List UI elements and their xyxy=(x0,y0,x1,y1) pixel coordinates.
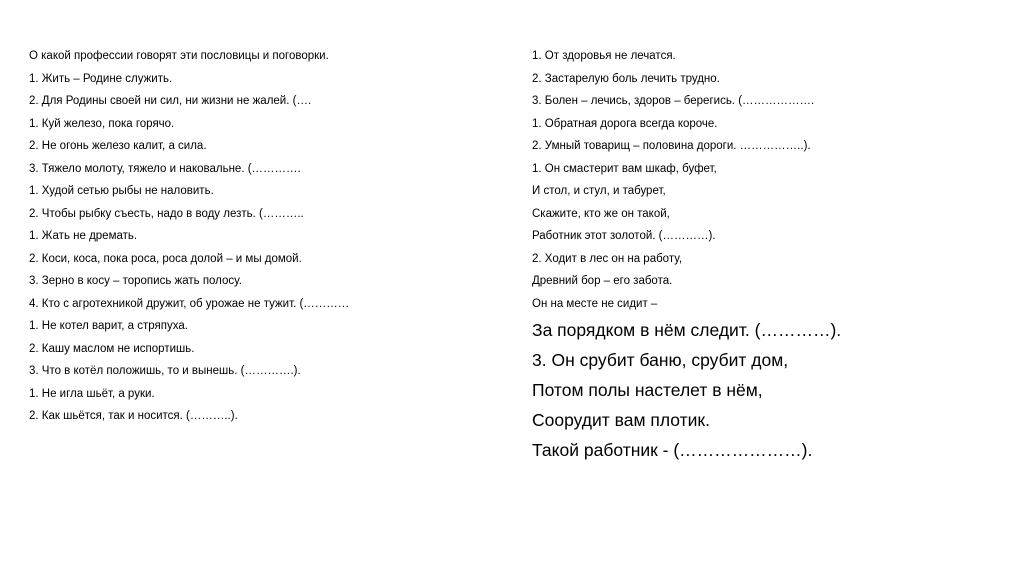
riddle-line-large: 3. Он срубит баню, срубит дом, xyxy=(532,350,789,370)
proverb-line: 3. Зерно в косу – торопись жать полосу. xyxy=(29,275,242,287)
proverb-line: 1. Не игла шьёт, а руки. xyxy=(29,387,155,400)
proverb-line: 1. Куй железо, пока горячо. xyxy=(29,117,175,130)
proverb-line: 1. Жить – Родине служить. xyxy=(29,72,173,85)
proverb-line: 2. Как шьётся, так и носится. (………..). xyxy=(29,410,238,422)
proverbs-right-column xyxy=(532,45,1002,465)
riddle-line-large: Такой работник - (…………………). xyxy=(532,440,813,460)
proverb-line: 1. Не котел варит, а стряпуха. xyxy=(29,320,188,332)
proverb-line: 2. Чтобы рыбку съесть, надо в воду лезть. (……….. xyxy=(29,207,304,220)
proverb-line: 1. Обратная дорога всегда короче. xyxy=(532,117,718,130)
proverb-line: 2. Для Родины своей ни сил, ни жизни не жалей. (…. xyxy=(29,95,312,107)
proverbs-left-column xyxy=(29,45,499,428)
riddle-line: Древний бор – его забота. xyxy=(532,275,673,287)
proverb-line: 1. Худой сетью рыбы не наловить. xyxy=(29,185,214,197)
proverb-line: 2. Умный товарищ – половина дороги. ……………..). xyxy=(532,140,811,152)
question-heading: О какой профессии говорят эти пословицы и поговорки. xyxy=(29,50,329,62)
proverb-line: 3. Тяжело молоту, тяжело и наковальне. (…………. xyxy=(29,162,301,175)
riddle-line: И стол, и стул, и табурет, xyxy=(532,185,666,197)
riddle-line-large: Потом полы настелет в нём, xyxy=(532,380,763,400)
riddle-line: Работник этот золотой. (…………). xyxy=(532,230,716,242)
proverb-line: 2. Застарелую боль лечить трудно. xyxy=(532,72,720,85)
riddle-line-large: За порядком в нём следит. (…………). xyxy=(532,320,842,340)
riddle-line: Он на месте не сидит – xyxy=(532,297,658,310)
riddle-line-large: Соорудит вам плотик. xyxy=(532,410,710,430)
proverb-line: 3. Что в котёл положишь, то и вынешь. (………….). xyxy=(29,365,301,377)
proverb-line: 1. Жать не дремать. xyxy=(29,230,138,242)
riddle-line: Скажите, кто же он такой, xyxy=(532,207,670,220)
proverb-line: 4. Кто с агротехникой дружит, об урожае не тужит. (………… xyxy=(29,297,350,310)
riddle-line: 2. Ходит в лес он на работу, xyxy=(532,252,683,265)
riddle-line: 1. Он смастерит вам шкаф, буфет, xyxy=(532,162,717,175)
proverb-line: 1. От здоровья не лечатся. xyxy=(532,50,676,62)
proverb-line: 3. Болен – лечись, здоров – берегись. (………………. xyxy=(532,95,815,107)
proverb-line: 2. Не огонь железо калит, а сила. xyxy=(29,140,207,152)
proverb-line: 2. Кашу маслом не испортишь. xyxy=(29,342,195,355)
proverb-line: 2. Коси, коса, пока роса, роса долой – и мы домой. xyxy=(29,252,302,265)
